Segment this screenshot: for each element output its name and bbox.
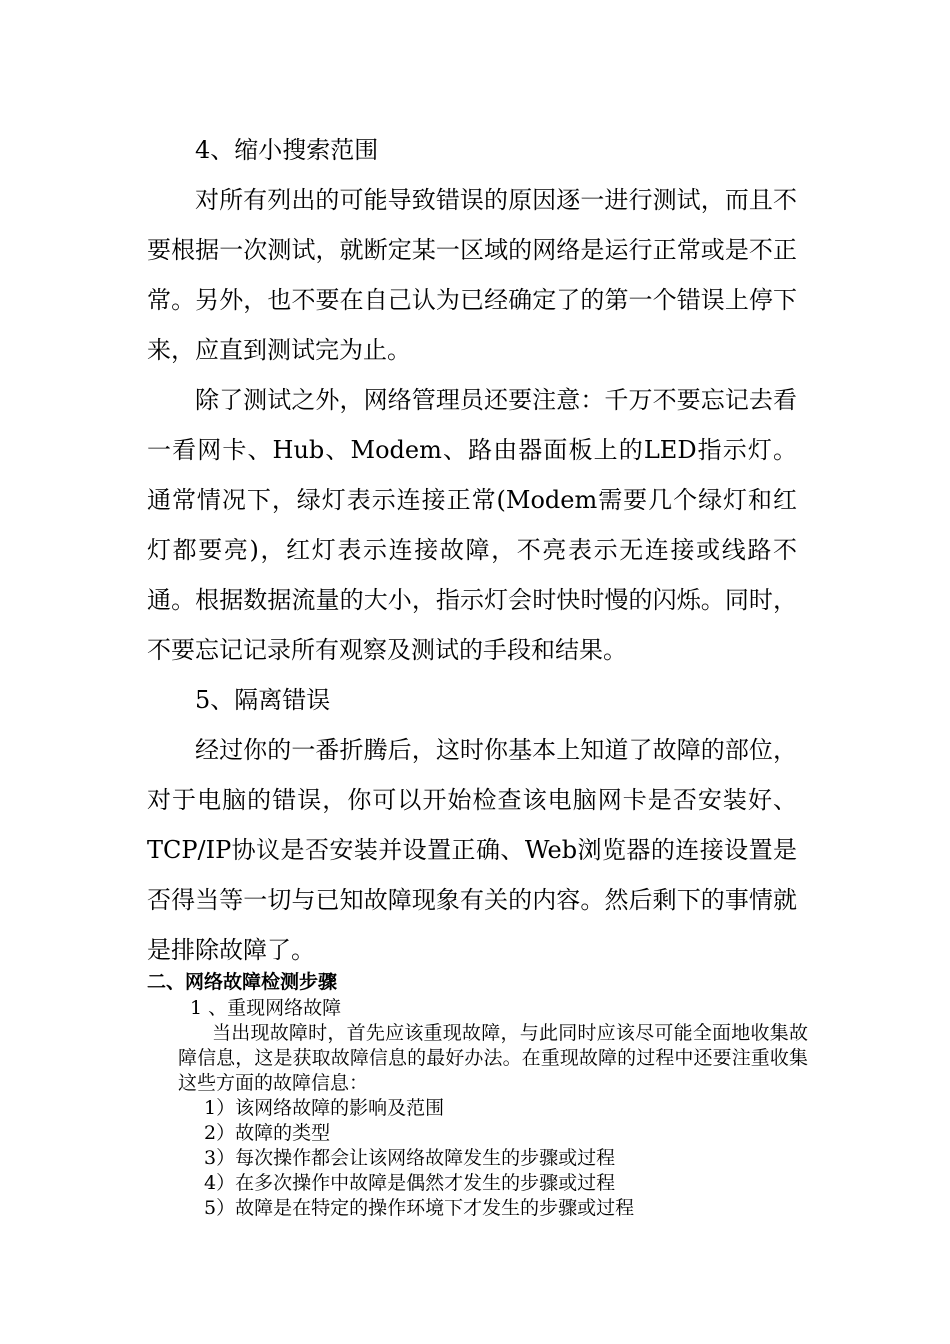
part-2-intro: 当出现故障时，首先应该重现故障，与此同时应该尽可能全面地收集故障信息，这是获取故障信息的最好办法。在重现故障的过程中还要注重收集这些方面的故障信息： [178, 1022, 808, 1094]
section-4-paragraph-1: 对所有列出的可能导致错误的原因逐一进行测试，而且不要根据一次测试，就断定某一区域的网络是运行正常或是不正常。另外，也不要在自己认为已经确定了的第一个错误上停下来，应直到测试完为止。 [147, 186, 797, 364]
part-2-subheading: 1 、重现网络故障 [190, 997, 342, 1019]
list-item: 2）故障的类型 [204, 1122, 331, 1144]
list-item: 3）每次操作都会让该网络故障发生的步骤或过程 [204, 1147, 616, 1169]
list-item: 4）在多次操作中故障是偶然才发生的步骤或过程 [204, 1172, 616, 1194]
section-4-paragraph-2: 除了测试之外，网络管理员还要注意：千万不要忘记去看一看网卡、Hub、Modem、路由器面板上的LED指示灯。通常情况下，绿灯表示连接正常(Modem需要几个绿灯和红灯都要亮)，红灯表示连接故障，不亮表示无连接或线路不通。根据数据流量的大小，指示灯会时快时慢的闪烁。同时，不要忘记记录所有观察及测试的手段和结果。 [147, 386, 797, 664]
list-item: 1）该网络故障的影响及范围 [204, 1097, 445, 1119]
section-5-heading: 5、隔离错误 [195, 686, 331, 714]
list-item: 5）故障是在特定的操作环境下才发生的步骤或过程 [204, 1197, 635, 1219]
part-2-body [178, 996, 808, 1221]
section-4 [147, 125, 797, 975]
section-4-heading: 4、缩小搜索范围 [195, 136, 379, 164]
part-2-title: 二、网络故障检测步骤 [147, 971, 338, 993]
section-5-paragraph-1: 经过你的一番折腾后，这时你基本上知道了故障的部位，对于电脑的错误，你可以开始检查该电脑网卡是否安装好、TCP/IP协议是否安装并设置正确、Web浏览器的连接设置是否得当等一切与已知故障现象有关的内容。然后剩下的事情就是排除故障了。 [147, 736, 797, 964]
